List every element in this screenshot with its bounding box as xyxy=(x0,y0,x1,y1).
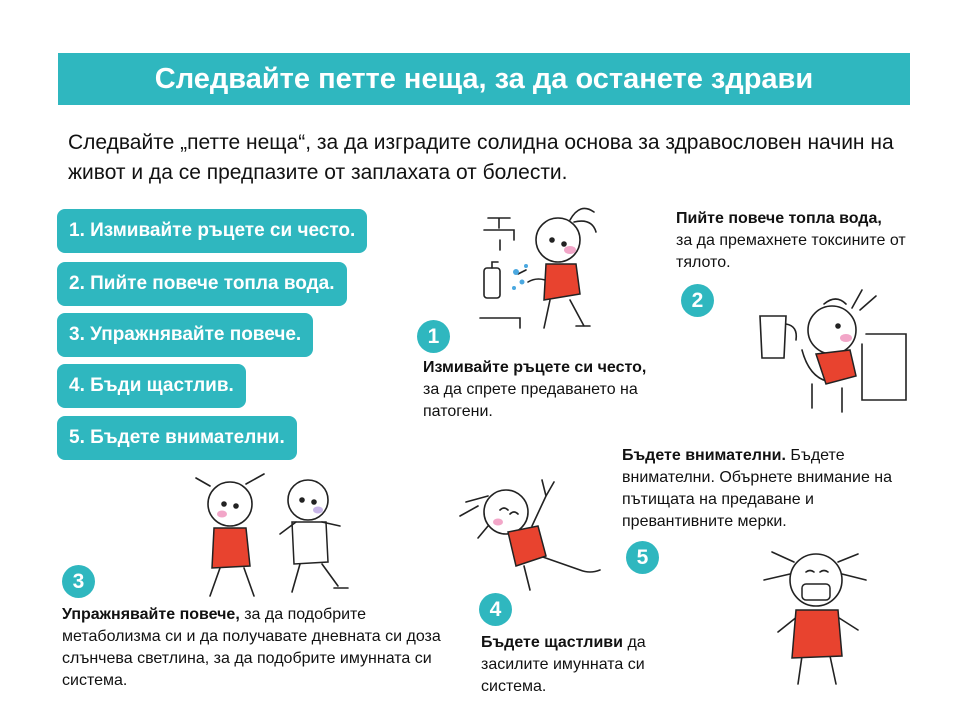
step-5-number: 5 xyxy=(626,541,659,574)
step-3-text: за да подобрите метаболизма си и да получавате дневната си доза слънчева светлина, за да подобрите имунната си система. xyxy=(62,606,441,689)
step-1-text: за да спрете предаването на патогени. xyxy=(423,381,638,420)
drinking-water-illustration xyxy=(742,288,912,416)
list-item-1: 1. Измивайте ръцете си често. xyxy=(57,209,367,253)
list-item-5: 5. Бъдете внимателни. xyxy=(57,416,297,460)
step-4-caption xyxy=(481,632,681,698)
step-2-title: Пийте повече топла вода, xyxy=(676,210,882,227)
intro-text: Следвайте „петте неща“, за да изградите солидна основа за здравословен начин на живот и да се предпазите от заплахата от болести. xyxy=(68,131,894,184)
happy-illustration xyxy=(448,466,608,596)
list-item-3: 3. Упражнявайте повече. xyxy=(57,313,313,357)
step-2-number: 2 xyxy=(681,284,714,317)
step-5-title: Бъдете внимателни. xyxy=(622,447,786,464)
mask-illustration xyxy=(746,538,886,688)
page-title-banner xyxy=(58,53,910,105)
step-3-caption xyxy=(62,604,442,692)
step-5-text: Бъдете внимателни. Обърнете внимание на пътищата на предаване и превантивните мерки. xyxy=(622,447,893,530)
exercise-illustration xyxy=(180,470,360,600)
step-2-caption xyxy=(676,208,936,274)
step-4-title: Бъдете щастливи xyxy=(481,634,623,651)
step-3-number: 3 xyxy=(62,565,95,598)
list-item-4: 4. Бъди щастлив. xyxy=(57,364,246,408)
step-5-caption xyxy=(622,445,922,533)
step-3-title: Упражнявайте повече, xyxy=(62,606,240,623)
step-4-text: да засилите имунната си система. xyxy=(481,634,646,695)
step-2-text: за да премахнете токсините от тялото. xyxy=(676,232,906,271)
list-item-2: 2. Пийте повече топла вода. xyxy=(57,262,347,306)
step-1-title: Измивайте ръцете си често, xyxy=(423,359,647,376)
step-1-number: 1 xyxy=(417,320,450,353)
step-4-number: 4 xyxy=(479,593,512,626)
handwashing-illustration xyxy=(470,200,610,340)
page-title: Следвайте петте неща, за да останете здрави xyxy=(154,62,814,95)
step-1-caption xyxy=(423,357,693,423)
